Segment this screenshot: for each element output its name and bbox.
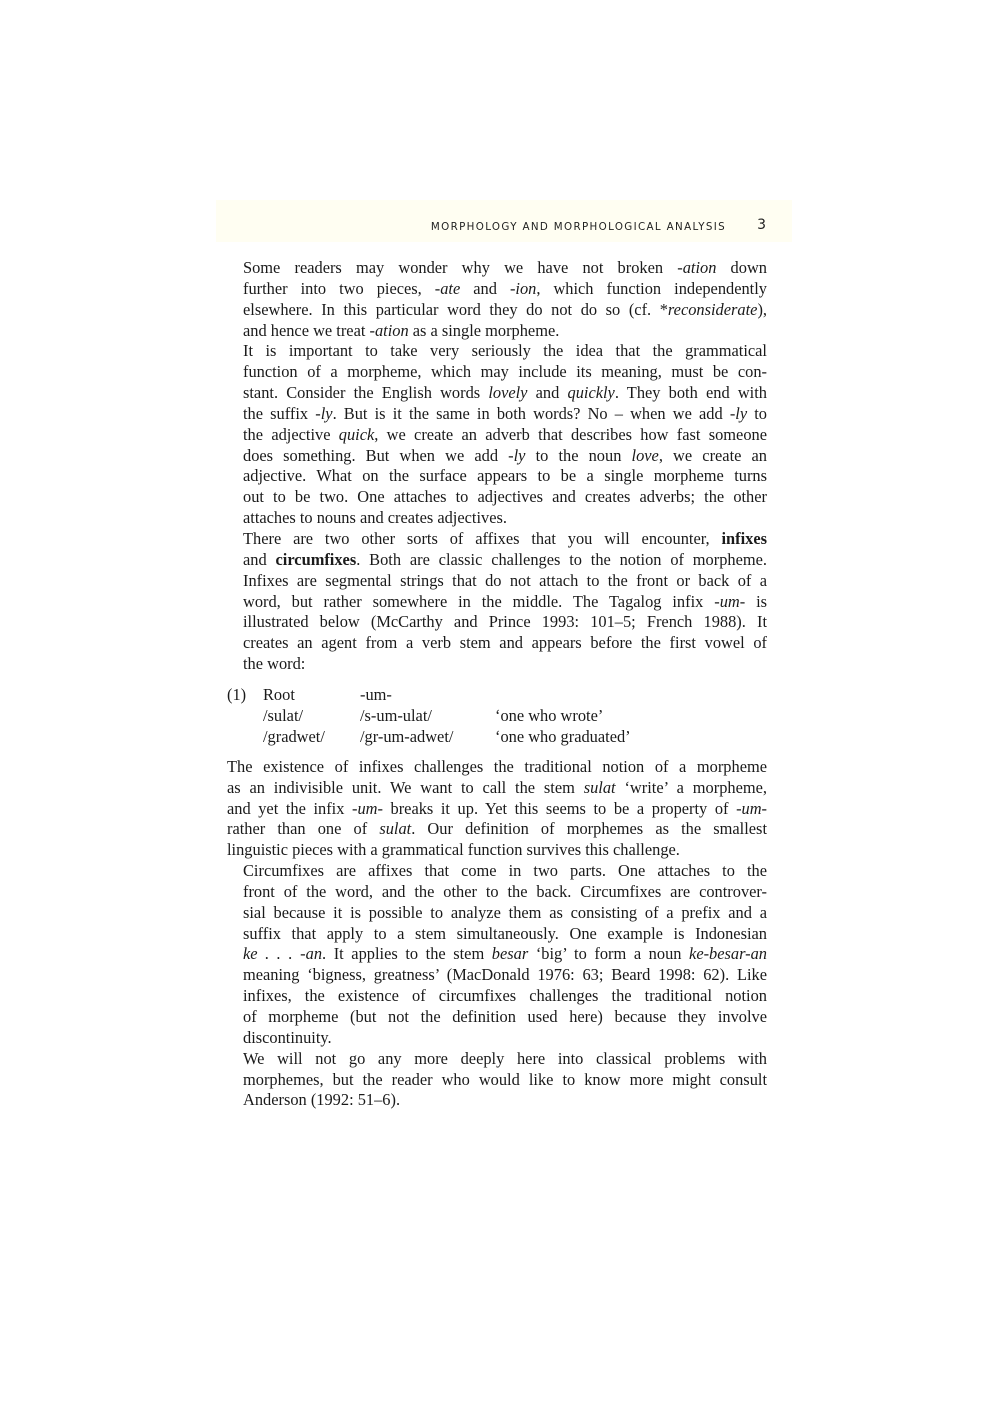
italic-term: -um- [351, 798, 383, 818]
text-line [227, 279, 767, 300]
italic-term: reconsiderate [667, 299, 758, 319]
text-run: There are two other sorts of affixes that you will encounter, [243, 528, 722, 548]
body-text [227, 258, 767, 1111]
text-run: infixes, the existence of circumfixes challenges the traditional notion [243, 986, 767, 1006]
text-line [227, 592, 767, 613]
italic-term: -ation [677, 258, 717, 277]
text-run: Some readers may wonder why we have not broken [243, 258, 678, 277]
italic-term: -ly [729, 403, 748, 423]
text-line [227, 508, 767, 529]
text-run: linguistic pieces with a grammatical function survives this challenge. [227, 840, 680, 860]
bold-term: circumfixes [275, 549, 357, 569]
text-run: suffix that apply to a stem simultaneously. One example is Indonesian [243, 923, 767, 943]
example-cell: /sulat/ [263, 705, 304, 725]
text-line [227, 1070, 767, 1091]
italic-term: -ion [509, 278, 537, 298]
paragraph-p4 [227, 757, 767, 861]
running-head-title: MORPHOLOGY AND MORPHOLOGICAL ANALYSIS [430, 221, 726, 233]
text-line [227, 986, 767, 1007]
text-line [227, 321, 767, 342]
example-cell: /gradwet/ [263, 726, 325, 746]
text-run: ‘write’ a morpheme, [615, 777, 767, 797]
text-line [227, 1028, 767, 1049]
italic-term: besar [491, 944, 529, 964]
italic-term: quick [338, 424, 375, 444]
text-run: the adjective [243, 424, 339, 444]
example-row [263, 727, 763, 748]
text-line [227, 550, 767, 571]
italic-term: ke-besar-an [689, 944, 767, 964]
text-run: discontinuity. [243, 1027, 332, 1047]
example-cell: ‘one who graduated’ [495, 726, 631, 746]
text-line [227, 944, 767, 965]
text-run: the word: [243, 654, 306, 674]
text-line [227, 819, 767, 840]
text-run: illustrated below (McCarthy and Prince 1993: 101–5; French 1988). It [243, 612, 767, 632]
text-line [227, 487, 767, 508]
italic-term: -ate [434, 278, 461, 298]
italic-term: quickly [567, 383, 615, 403]
text-line [227, 778, 767, 799]
text-run: morphemes, but the reader who would like to know more might consult [243, 1069, 767, 1089]
text-run: of morpheme (but not the definition used here) because they involve [243, 1007, 767, 1026]
example-row-header [263, 685, 763, 706]
paragraph-p6 [227, 1049, 767, 1112]
text-run: Circumfixes are affixes that come in two parts. One attaches to the [243, 861, 767, 881]
text-run: further into two pieces, [243, 278, 435, 298]
text-line [227, 446, 767, 467]
text-run: , which function independently [536, 278, 767, 298]
running-head [216, 200, 792, 242]
paragraph-p1 [227, 258, 767, 341]
text-run: and [243, 549, 276, 569]
text-run: elsewhere. In this particular word they do not do so (cf. * [243, 299, 668, 319]
italic-term: -um- [714, 591, 746, 611]
text-run: down [716, 258, 767, 277]
text-run: creates an agent from a verb stem and appears before the first vowel of [243, 633, 767, 653]
text-run: and yet the infix [227, 798, 352, 818]
text-line [227, 404, 767, 425]
text-run: and hence we treat [243, 320, 370, 340]
text-line [227, 529, 767, 550]
text-line [227, 799, 767, 820]
text-run: ), [757, 299, 767, 319]
text-run: and [460, 278, 510, 298]
text-run: the suffix [243, 403, 316, 423]
italic-term: lovely [488, 383, 528, 403]
text-line [227, 757, 767, 778]
text-run: to the noun [525, 445, 632, 465]
text-line [227, 300, 767, 321]
text-run: . It applies to the stem [322, 944, 492, 964]
text-line [227, 654, 767, 675]
example-row [263, 706, 763, 727]
text-run: Infixes are segmental strings that do not attach to the front or back of a [243, 570, 767, 590]
text-run: breaks it up. Yet this seems to be a property of [382, 798, 737, 818]
italic-term: -um- [736, 798, 768, 818]
paragraph-p5 [227, 861, 767, 1049]
example-cell: Root [263, 684, 295, 704]
example-number: (1) [227, 684, 247, 704]
text-run: front of the word, and the other to the back. Circumfixes are controver- [243, 881, 767, 901]
text-run: as a single morpheme. [408, 320, 560, 340]
text-run: Anderson (1992: 51–6). [243, 1090, 401, 1110]
text-run: does something. But when we add [243, 445, 509, 465]
italic-term: -ly [508, 445, 526, 465]
text-line [227, 612, 767, 633]
text-run: out to be two. One attaches to adjectives and creates adverbs; the other [243, 487, 767, 507]
example-1 [227, 685, 767, 748]
text-run: . But is it the same in both words? No – when we add [332, 403, 730, 423]
bold-term: infixes [721, 528, 767, 548]
text-run: adjective. What on the surface appears to be a single morpheme turns [243, 466, 767, 486]
text-run: sial because it is possible to analyze them as consisting of a prefix and a [243, 902, 767, 922]
italic-term: -ly [315, 403, 333, 423]
text-run: as an indivisible unit. We want to call the stem [227, 777, 584, 797]
text-line [227, 383, 767, 404]
text-run: We will not go any more deeply here into classical problems with [243, 1048, 767, 1068]
text-line [227, 1049, 767, 1070]
text-line [227, 924, 767, 945]
page-number: 3 [757, 217, 766, 233]
text-run: word, but rather somewhere in the middle. The Tagalog infix [243, 591, 715, 611]
italic-term: sulat [379, 819, 412, 839]
paragraph-p2 [227, 341, 767, 529]
text-run: . Our definition of morphemes as the smallest [411, 819, 767, 839]
example-cell: -um- [360, 684, 392, 704]
paragraph-p3 [227, 529, 767, 675]
text-run: attaches to nouns and creates adjectives. [243, 508, 507, 528]
text-run: meaning ‘bigness, greatness’ (MacDonald 1976: 63; Beard 1998: 62). Like [243, 965, 767, 985]
text-run: to [747, 403, 768, 423]
text-run: The existence of infixes challenges the traditional notion of a morpheme [227, 756, 767, 776]
example-cell: ‘one who wrote’ [495, 705, 604, 725]
text-run: function of a morpheme, which may include its meaning, must be con- [243, 362, 767, 382]
text-line [227, 882, 767, 903]
example-cell: /s-um-ulat/ [360, 705, 432, 725]
text-line [227, 362, 767, 383]
text-line [227, 633, 767, 654]
text-line [227, 965, 767, 986]
text-run: , we create an [658, 445, 767, 465]
italic-term: sulat [583, 777, 616, 797]
text-run: is [745, 591, 768, 611]
text-line [227, 571, 767, 592]
text-run: ‘big’ to form a noun [528, 944, 690, 964]
text-line [227, 425, 767, 446]
italic-term: love [631, 445, 659, 465]
text-run: rather than one of [227, 819, 380, 839]
text-run: . Both are classic challenges to the notion of morpheme. [356, 549, 768, 569]
text-run: It is important to take very seriously the idea that the grammatical [243, 341, 767, 361]
text-run: stant. Consider the English words [243, 383, 489, 403]
paragraphs-before-example [227, 258, 767, 675]
paragraphs-after-example [227, 757, 767, 1111]
italic-term: -ation [369, 320, 409, 340]
text-line [227, 840, 767, 861]
text-run: and [527, 383, 568, 403]
text-line [227, 466, 767, 487]
text-run: . They both end with [614, 383, 767, 403]
example-cell: /gr-um-adwet/ [360, 726, 454, 746]
text-line [227, 861, 767, 882]
text-line [227, 258, 767, 279]
text-line [227, 1007, 767, 1028]
text-line [227, 903, 767, 924]
text-run: , we create an adverb that describes how fast someone [374, 424, 768, 444]
text-line [227, 341, 767, 362]
italic-term: ke . . . -an [243, 944, 323, 964]
text-line [227, 1090, 767, 1111]
